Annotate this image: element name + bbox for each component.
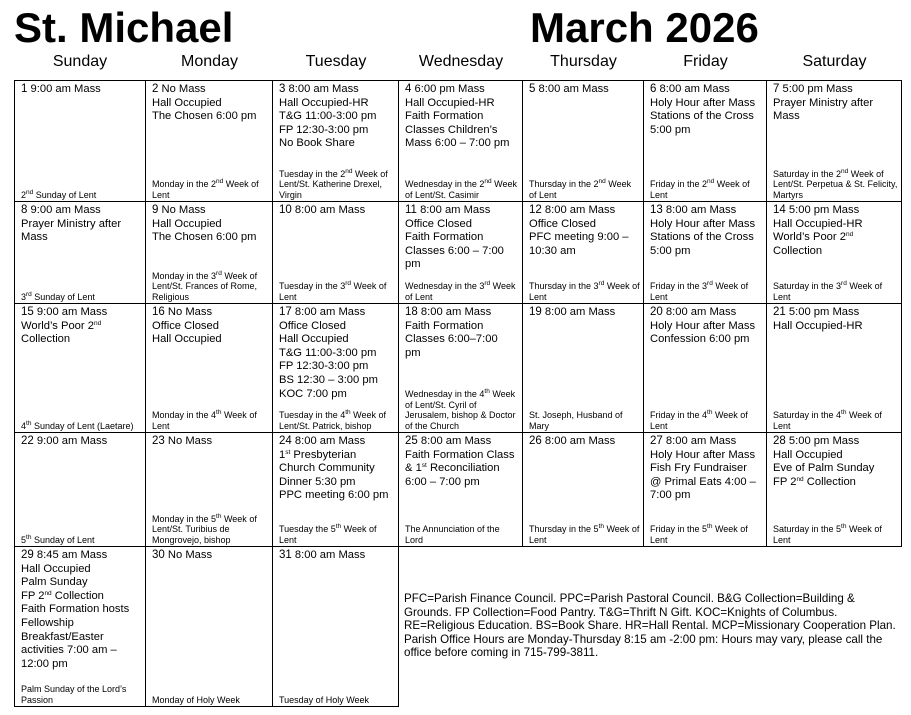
event-line: Hall Occupied xyxy=(21,562,91,575)
event-line: Faith Formation xyxy=(405,231,484,244)
event-line: Prayer Ministry after xyxy=(773,96,874,109)
event-line: The Chosen 6:00 pm xyxy=(152,110,257,123)
day-number: 2 xyxy=(152,83,159,95)
day-number: 5 xyxy=(529,83,536,95)
event-line-first xyxy=(152,549,269,563)
day-events xyxy=(21,204,142,245)
day-cell-15 xyxy=(14,304,146,433)
day-cell-9 xyxy=(146,202,273,304)
event-line: Hall Occupied-HR xyxy=(405,96,495,109)
day-number: 15 xyxy=(21,306,34,318)
day-number: 20 xyxy=(650,306,663,318)
day-events xyxy=(650,435,763,503)
day-events xyxy=(152,204,269,245)
day-number: 25 xyxy=(405,435,418,447)
day-events xyxy=(773,435,898,489)
event-text: 5:00 pm Mass xyxy=(788,204,860,216)
liturgical-day: The Annunciation of the Lord xyxy=(405,524,500,545)
day-cell-10 xyxy=(273,202,399,304)
event-line: Church Community xyxy=(279,462,375,475)
event-line: Classes 6:00 – 7:00 xyxy=(405,244,504,257)
event-line: pm xyxy=(405,346,421,359)
liturgical-day: Monday in the 4th Week of Lent xyxy=(152,409,257,431)
liturgical-day: Monday in the 3rd Week of Lent/St. Frances of Rome, Religious xyxy=(152,269,258,302)
day-events xyxy=(21,435,142,449)
event-line: Faith Formation Class xyxy=(405,448,515,461)
liturgical-day: Monday of Holy Week xyxy=(152,694,240,705)
day-events xyxy=(279,204,395,218)
event-line: Breakfast/Easter xyxy=(21,630,104,643)
event-line: Holy Hour after Mass xyxy=(650,319,756,332)
event-line: Dinner 5:30 pm xyxy=(279,475,356,488)
event-text: 5:00 pm Mass xyxy=(782,83,853,95)
day-events xyxy=(650,306,763,347)
event-line: Faith Formation xyxy=(405,110,484,123)
event-line-first xyxy=(405,83,519,97)
event-line: Hall Occupied-HR xyxy=(773,217,863,230)
event-line: T&G 11:00-3:00 pm xyxy=(279,110,377,123)
event-line: Office Closed xyxy=(529,217,596,230)
day-events xyxy=(773,83,898,124)
day-events xyxy=(152,306,269,347)
parish-name: St. Michael xyxy=(14,4,234,51)
day-number: 9 xyxy=(152,204,159,216)
liturgical-day: 2nd Sunday of Lent xyxy=(21,188,97,200)
weekday-monday: Monday xyxy=(181,53,238,70)
day-events xyxy=(152,83,269,124)
event-text: 8:00 am Mass xyxy=(420,306,492,318)
liturgical-day: Friday in the 2nd Week of Lent xyxy=(650,178,750,200)
day-cell-18 xyxy=(399,304,523,433)
event-line: 10:30 am xyxy=(529,244,576,257)
event-line: 5:00 pm xyxy=(650,123,691,136)
day-cell-2 xyxy=(146,80,273,202)
event-line-first xyxy=(650,83,763,97)
day-events xyxy=(21,306,142,347)
event-text: 9:00 am Mass xyxy=(30,204,101,216)
liturgical-day: Monday in the 5th Week of Lent/St. Turibius de Mongrovejo, bishop xyxy=(152,512,257,545)
event-line: Holy Hour after Mass xyxy=(650,96,756,109)
liturgical-day: Wednesday in the 3rd Week of Lent xyxy=(405,280,516,302)
liturgical-day: 3rd Sunday of Lent xyxy=(21,290,95,302)
weekday-sunday: Sunday xyxy=(52,53,108,70)
event-text: No Mass xyxy=(161,204,206,216)
day-cell-14 xyxy=(767,202,902,304)
event-line: & 1st Reconciliation xyxy=(405,462,500,475)
event-text: 8:00 am Mass xyxy=(420,435,492,447)
event-line: Faith Formation xyxy=(405,319,484,332)
liturgical-day: Saturday in the 2nd Week of Lent/St. Perpetua & St. Felicity, Martyrs xyxy=(773,167,898,200)
liturgical-day: Thursday in the 2nd Week of Lent xyxy=(529,178,632,200)
day-cell-31 xyxy=(273,547,399,707)
weekday-saturday: Saturday xyxy=(802,53,867,70)
event-line: No Book Share xyxy=(279,137,355,150)
event-text: No Mass xyxy=(167,435,213,447)
day-number: 14 xyxy=(773,204,786,216)
day-events xyxy=(405,204,519,272)
event-line: KOC 7:00 pm xyxy=(279,387,347,400)
event-line: Office Closed xyxy=(279,319,346,332)
day-cell-17 xyxy=(273,304,399,433)
event-text: 8:45 am Mass xyxy=(36,549,108,561)
event-text: 8:00 am Mass xyxy=(665,204,737,216)
day-number: 27 xyxy=(650,435,663,447)
day-number: 22 xyxy=(21,435,34,447)
event-line: World’s Poor 2nd xyxy=(21,319,102,332)
event-line: FP 2nd Collection xyxy=(21,589,104,602)
event-line-first xyxy=(279,435,395,449)
event-line-first xyxy=(405,306,519,320)
event-line: Mass xyxy=(21,231,48,244)
day-events xyxy=(152,549,269,563)
day-cell-26 xyxy=(523,433,644,547)
event-line: 6:00 – 7:00 pm xyxy=(405,475,480,488)
event-line-first xyxy=(152,204,269,218)
liturgical-day: Thursday in the 5th Week of Lent xyxy=(529,523,640,545)
day-cell-25 xyxy=(399,433,523,547)
day-cell-23 xyxy=(146,433,273,547)
liturgical-day: Friday in the 5th Week of Lent xyxy=(650,523,748,545)
day-events xyxy=(773,306,898,333)
event-line-first xyxy=(773,83,898,97)
day-number: 12 xyxy=(529,204,542,216)
event-text: 5:00 pm Mass xyxy=(788,306,860,318)
event-text: 8:00 am Mass xyxy=(665,306,737,318)
event-text: 9:00 am Mass xyxy=(36,435,108,447)
weekday-wednesday: Wednesday xyxy=(418,53,504,70)
event-line-first xyxy=(529,435,640,449)
event-line: Hall Occupied xyxy=(279,333,349,346)
day-cell-20 xyxy=(644,304,767,433)
event-text: 8:00 am Mass xyxy=(294,306,366,318)
abbreviation-legend: PFC=Parish Finance Council. PPC=Parish Pastoral Council. B&G Collection=Building & Grounds. FP Collection=Food Pantry. T&G=Thrift N Gift. KOC=Knights of Columbus. RE=Religious Education. BS=Book Share. HR=Hall Rental. MCP=Missionary Cooperation Plan. Parish Office Hours are Monday-Thursday 8:15 am -2:00 pm: Hours may vary, please call the office before coming in 715-799-3811. xyxy=(404,592,896,659)
day-number: 10 xyxy=(279,204,292,216)
day-cell-21 xyxy=(767,304,902,433)
day-events xyxy=(529,306,640,320)
day-cell-7 xyxy=(767,80,902,202)
liturgical-day: Saturday in the 5th Week of Lent xyxy=(773,523,882,545)
event-line: Hall Occupied xyxy=(773,448,843,461)
event-line-first xyxy=(650,435,763,449)
day-number: 11 xyxy=(405,204,417,216)
weekday-friday: Friday xyxy=(683,53,728,70)
liturgical-day: Wednesday in the 2nd Week of Lent/St. Casimir xyxy=(405,178,517,200)
day-number: 21 xyxy=(773,306,786,318)
day-number: 28 xyxy=(773,435,786,447)
event-text: No Mass xyxy=(161,83,206,95)
event-line-first xyxy=(152,83,269,97)
liturgical-day: Friday in the 3rd Week of Lent xyxy=(650,280,749,302)
day-number: 23 xyxy=(152,435,165,447)
day-events xyxy=(405,83,519,151)
day-events xyxy=(529,204,640,258)
event-line-first xyxy=(279,549,395,563)
event-line: PPC meeting 6:00 pm xyxy=(279,489,389,502)
event-line: FP 12:30-3:00 pm xyxy=(279,360,369,373)
liturgical-day: Saturday in the 4th Week of Lent xyxy=(773,409,882,431)
liturgical-day: 5th Sunday of Lent xyxy=(21,533,95,545)
event-line: Hall Occupied-HR xyxy=(279,96,369,109)
day-cell-16 xyxy=(146,304,273,433)
day-cell-4 xyxy=(399,80,523,202)
event-text: No Mass xyxy=(167,549,213,561)
liturgical-day: Tuesday in the 4th Week of Lent/St. Patrick, bishop xyxy=(279,409,386,431)
event-line: Holy Hour after Mass xyxy=(650,217,756,230)
event-line: Hall Occupied xyxy=(152,333,222,346)
day-cell-11 xyxy=(399,202,523,304)
event-text: 8:00 am Mass xyxy=(544,435,616,447)
day-cell-5 xyxy=(523,80,644,202)
event-line-first xyxy=(21,306,142,320)
event-line-first xyxy=(152,306,269,320)
event-line: 1st Presbyterian xyxy=(279,448,357,461)
event-line-first xyxy=(279,204,395,218)
day-events xyxy=(405,435,519,489)
event-line: Hall Occupied xyxy=(152,217,222,230)
event-line: Office Closed xyxy=(152,319,219,332)
liturgical-day: Monday in the 2nd Week of Lent xyxy=(152,178,259,200)
event-line-first xyxy=(529,204,640,218)
event-line-first xyxy=(279,306,395,320)
event-line: Holy Hour after Mass xyxy=(650,448,756,461)
day-cell-22 xyxy=(14,433,146,547)
day-cell-13 xyxy=(644,202,767,304)
day-number: 8 xyxy=(21,204,28,216)
liturgical-day: Saturday in the 3rd Week of Lent xyxy=(773,280,883,302)
day-cell-24 xyxy=(273,433,399,547)
event-text: 9:00 am Mass xyxy=(36,306,108,318)
event-line: 7:00 pm xyxy=(650,489,691,502)
day-number: 6 xyxy=(650,83,657,95)
weekday-tuesday: Tuesday xyxy=(305,53,367,70)
day-cell-28 xyxy=(767,433,902,547)
day-events xyxy=(21,83,142,97)
liturgical-day: Palm Sunday of the Lord’s Passion xyxy=(21,684,127,705)
event-text: 8:00 am Mass xyxy=(544,204,616,216)
event-line-first xyxy=(529,83,640,97)
day-number: 26 xyxy=(529,435,542,447)
day-cell-12 xyxy=(523,202,644,304)
event-line: 5:00 pm xyxy=(650,244,691,257)
event-text: 8:00 am Mass xyxy=(420,204,491,216)
event-line: PFC meeting 9:00 – xyxy=(529,231,629,244)
event-line: Mass 6:00 – 7:00 pm xyxy=(405,137,510,150)
weekday-thursday: Thursday xyxy=(550,53,617,70)
day-number: 17 xyxy=(279,306,292,318)
event-line: Hall Occupied-HR xyxy=(773,319,863,332)
event-line-first xyxy=(773,204,898,218)
liturgical-day: Tuesday in the 2nd Week of Lent/St. Katherine Drexel, Virgin xyxy=(279,167,388,200)
event-line: BS 12:30 – 3:00 pm xyxy=(279,373,378,386)
day-events xyxy=(405,306,519,360)
day-events xyxy=(650,83,763,137)
event-text: 8:00 am Mass xyxy=(659,83,730,95)
day-events xyxy=(279,549,395,563)
event-line: Palm Sunday xyxy=(21,576,88,589)
event-line: The Chosen 6:00 pm xyxy=(152,231,257,244)
event-line: activities 7:00 am – xyxy=(21,644,117,657)
event-line-first xyxy=(773,306,898,320)
day-events xyxy=(279,83,395,151)
event-line: FP 2nd Collection xyxy=(773,475,856,488)
event-line-first xyxy=(152,435,269,449)
event-line: Prayer Ministry after xyxy=(21,217,122,230)
liturgical-day: Tuesday of Holy Week xyxy=(279,694,370,705)
event-line-first xyxy=(405,435,519,449)
liturgical-day: Tuesday in the 3rd Week of Lent xyxy=(279,280,387,302)
event-text: 8:00 am Mass xyxy=(294,435,366,447)
day-number: 24 xyxy=(279,435,292,447)
day-number: 3 xyxy=(279,83,286,95)
day-number: 1 xyxy=(21,83,28,95)
day-number: 4 xyxy=(405,83,412,95)
day-cell-3 xyxy=(273,80,399,202)
day-cell-1 xyxy=(14,80,146,202)
day-number: 30 xyxy=(152,549,165,561)
event-text: 9:00 am Mass xyxy=(30,83,101,95)
liturgical-day: Tuesday the 5th Week of Lent xyxy=(279,523,377,545)
event-line: Classes 6:00–7:00 xyxy=(405,333,498,346)
event-line-first xyxy=(773,435,898,449)
day-cell-8 xyxy=(14,202,146,304)
event-line: FP 12:30-3:00 pm xyxy=(279,123,369,136)
event-line-first xyxy=(279,83,395,97)
event-line: T&G 11:00-3:00 pm xyxy=(279,346,377,359)
event-line-first xyxy=(405,204,519,218)
event-line-first xyxy=(21,204,142,218)
event-text: 8:00 am Mass xyxy=(544,306,616,318)
event-line-first xyxy=(21,549,142,563)
event-line-first xyxy=(650,306,763,320)
day-cell-6 xyxy=(644,80,767,202)
liturgical-day: Friday in the 4th Week of Lent xyxy=(650,409,748,431)
day-number: 19 xyxy=(529,306,542,318)
month-year-title: March 2026 xyxy=(530,4,759,51)
day-events xyxy=(650,204,763,258)
event-line: Fish Fry Fundraiser xyxy=(650,462,747,475)
event-line-first xyxy=(21,435,142,449)
event-line: Stations of the Cross xyxy=(650,110,754,123)
event-line: Collection xyxy=(773,244,823,257)
day-cell-30 xyxy=(146,547,273,707)
event-line: Confession 6:00 pm xyxy=(650,333,750,346)
liturgical-day: Thursday in the 3rd Week of Lent xyxy=(529,280,640,302)
day-number: 31 xyxy=(279,549,292,561)
event-text: 5:00 pm Mass xyxy=(788,435,860,447)
event-line: Faith Formation hosts xyxy=(21,603,130,616)
day-events xyxy=(773,204,898,258)
event-line: @ Primal Eats 4:00 – xyxy=(650,475,756,488)
day-cell-27 xyxy=(644,433,767,547)
event-line: Classes Children’s xyxy=(405,123,498,136)
event-line: World’s Poor 2nd xyxy=(773,231,854,244)
event-text: 8:00 am Mass xyxy=(294,549,366,561)
event-line-first xyxy=(21,83,142,97)
day-number: 7 xyxy=(773,83,780,95)
day-events xyxy=(279,435,395,503)
event-line: Stations of the Cross xyxy=(650,231,754,244)
day-events xyxy=(279,306,395,401)
day-events xyxy=(152,435,269,449)
event-text: 8:00 am Mass xyxy=(294,204,366,216)
day-number: 18 xyxy=(405,306,418,318)
event-text: 8:00 am Mass xyxy=(665,435,737,447)
day-events xyxy=(529,83,640,97)
day-cell-19 xyxy=(523,304,644,433)
event-text: 8:00 am Mass xyxy=(538,83,609,95)
event-text: 8:00 am Mass xyxy=(288,83,359,95)
day-events xyxy=(529,435,640,449)
day-number: 16 xyxy=(152,306,165,318)
day-events xyxy=(21,549,142,671)
event-line: Eve of Palm Sunday xyxy=(773,462,875,475)
event-line: pm xyxy=(405,258,421,271)
event-line: Hall Occupied xyxy=(152,96,222,109)
liturgical-day: Wednesday in the 4th Week of Lent/St. Cyril of Jerusalem, bishop & Doctor of the Church xyxy=(405,388,516,431)
event-line-first xyxy=(529,306,640,320)
event-line: Fellowship xyxy=(21,616,74,629)
event-line: Mass xyxy=(773,110,800,123)
day-cell-29 xyxy=(14,547,146,707)
event-line: Collection xyxy=(21,333,71,346)
event-text: 6:00 pm Mass xyxy=(414,83,485,95)
event-line: 12:00 pm xyxy=(21,657,68,670)
day-number: 13 xyxy=(650,204,663,216)
event-line-first xyxy=(650,204,763,218)
event-text: No Mass xyxy=(167,306,213,318)
liturgical-day: St. Joseph, Husband of Mary xyxy=(529,410,623,431)
event-line: Office Closed xyxy=(405,217,472,230)
day-number: 29 xyxy=(21,549,34,561)
liturgical-day: 4th Sunday of Lent (Laetare) xyxy=(21,419,134,431)
